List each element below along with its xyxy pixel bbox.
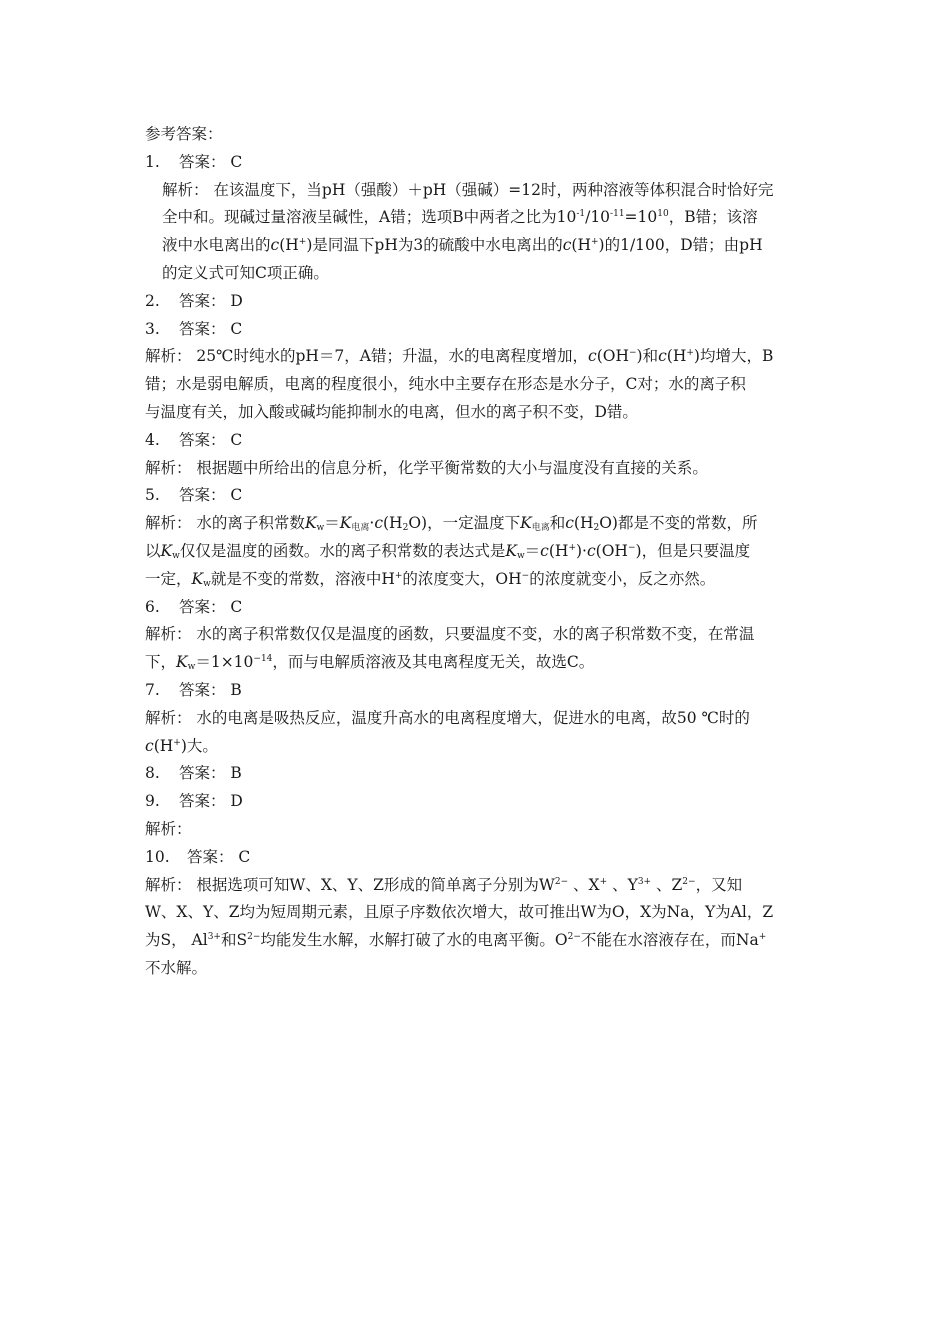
explanation-9-line-1: 解析： [145,819,192,838]
answer-10 [145,844,815,872]
explanation-7-line-2: c(H+)大。 [145,736,218,755]
item-number: 8. [145,764,160,783]
item-number: 9. [145,792,160,811]
explanation-10-line-3: 为S， $Al^{3+}$和$S^{2-}$均能发生水解，水解打破了水的电离平衡。$O^{2-}$不能在水溶液存在，而Na+ [145,931,767,950]
answer-text: 答案： C [179,486,243,505]
item-number: 3. [145,319,160,338]
answer-1 [145,149,815,177]
answer-key [145,121,815,983]
answer-3 [145,316,815,344]
item-number: 7. [145,680,160,699]
answer-text: 答案： B [179,680,242,699]
answer-7 [145,677,815,705]
answer-text: 答案： C [187,847,251,866]
explanation-3-line-3: 与温度有关，加入酸或碱均能抑制水的电离，但水的离子积不变，D错。 [145,402,638,421]
item-number: 5. [145,486,160,505]
explanation-1-line-2: 全中和。现碱过量溶液呈碱性，A错；选项B中两者之比为$10^{-1}/10^{-11}=10^{10}$，B错；该溶 [162,208,758,227]
answer-5 [145,482,815,510]
explanation-1-line-4: 的定义式可知C项正确。 [162,263,329,282]
explanation-1-line-3: 液中水电离出的c(H+)是同温下pH为3的硫酸中水电离出的c(H+)的1/100，D错；由pH [162,236,763,255]
answer-2 [145,288,815,316]
explanation-5-line-2: 以$K_w$仅仅是温度的函数。水的离子积常数的表达式是$K_w=c(H^+)\cdot c(OH^-)$，但是只要温度 [145,541,751,561]
explanation-10-line-2: W、X、Y、Z均为短周期元素，且原子序数依次增大，故可推出W为O，X为Na，Y为Al，Z [145,903,774,922]
explanation-1-line-1: 解析： 在该温度下，当pH（强酸）＋pH（强碱）=12时，两种溶液等体积混合时恰好完 [162,180,774,199]
answer-text: 答案： C [179,152,243,171]
explanation-4-line-1: 解析： 根据题中所给出的信息分析，化学平衡常数的大小与温度没有直接的关系。 [145,458,708,477]
explanation-10-line-1: 解析： 根据选项可知W、X、Y、Z形成的简单离子分别为$W^{2-}$ 、X+ 、$Y^{3+}$ 、$Z^{2-}$，又知 [145,875,743,894]
explanation-3-line-2: 错；水是弱电解质，电离的程度很小，纯水中主要存在形态是水分子，C对；水的离子积 [145,375,746,394]
explanation-6-line-2: 下，$K_w=1\times 10^{-14}$，而与电解质溶液及其电离程度无关，故选C。 [145,653,595,673]
item-number: 1. [145,152,160,171]
explanation-3-line-1: 解析： 25℃时纯水的pH＝7，A错；升温，水的电离程度增加，c(OH−)和c(H+)均增大，B [145,347,774,366]
explanation-7-line-1: 解析： 水的电离是吸热反应，温度升高水的电离程度增大，促进水的电离，故50 ℃时的 [145,708,750,727]
item-number: 6. [145,597,160,616]
answer-8 [145,760,815,788]
item-number: 4. [145,430,160,449]
answer-text: 答案： D [179,291,243,310]
answer-text: 答案： B [179,764,242,783]
answer-text: 答案： D [179,792,243,811]
explanation-5-line-1: 解析： 水的离子积常数$K_w=K_{电离}\cdot c(H_2O)$，一定温度下$K_{电离}$和$c(H_2O)$都是不变的常数，所 [145,514,758,534]
item-number: 10. [145,847,170,866]
answer-text: 答案： C [179,319,243,338]
answer-text: 答案： C [179,430,243,449]
section-heading: 参考答案： [145,125,223,143]
item-number: 2. [145,291,160,310]
explanation-5-line-3: 一定，$K_w$就是不变的常数，溶液中H+的浓度变大，OH−的浓度就变小，反之亦然。 [145,569,716,589]
answer-6 [145,594,815,622]
answer-text: 答案： C [179,597,243,616]
answer-4 [145,427,815,455]
explanation-10-line-4: 不水解。 [145,958,208,977]
answer-9 [145,788,815,816]
explanation-6-line-1: 解析： 水的离子积常数仅仅是温度的函数，只要温度不变，水的离子积常数不变，在常温 [145,625,755,644]
